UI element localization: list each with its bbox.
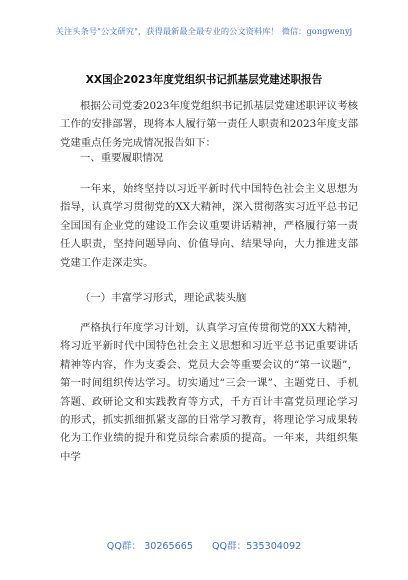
year-review-paragraph: 一年来，始终坚持以习近平新时代中国特色社会主义思想为指导，认真学习贯彻党的XX大精神，深入贯彻落实习近平总书记全国国有企业党的建设工作会议重要讲话精神，严格履行第一责任人职责，坚持问题导向、价值导向、结果导向，大力推进支部党建工作走深走实。 (60, 183, 358, 269)
intro-paragraph: 根据公司党委2023年度党组织书记抓基层党建述职评议考核工作的安排部署，现将本人履行第一责任人职责和2023年度支部党建重点任务完成情况报告如下： (60, 100, 358, 149)
footer-contact (0, 538, 408, 552)
subsection-heading: （一）丰富学习形式，理论武装头脑 (80, 292, 247, 304)
header-promo-note: 关注头条号"公文研究"，获得最新最全最专业的公文资料库！ 微信：gongwenyj (55, 26, 353, 36)
footer-qq-group-1: QQ群： 30265665 (106, 541, 193, 552)
document-title: XX国企2023年度党组织书记抓基层党建述职报告 (85, 74, 323, 86)
footer-qq-group-2: QQ群：535304092 (212, 541, 302, 552)
section-heading: 一、重要履职情况 (80, 152, 164, 164)
study-practice-paragraph: 严格执行年度学习计划，认真学习宣传贯彻党的XX大精神，将习近平新时代中国特色社会主义思想和习近平总书记重要讲话精神等内容，作为支委会、党员大会等重要会议的“第一议题”，第一时间组织传达学习。切实通过“三会一课”、主题党日、手机答题、政研论文和实践教育等方式，千方百计丰富党员理论学习的形式，抓实抓细抓紧支部的日常学习教育，将理论学习成果转化为工作业绩的提升和党员综合素质的提高。一年来，共组织集中学 (60, 322, 358, 463)
